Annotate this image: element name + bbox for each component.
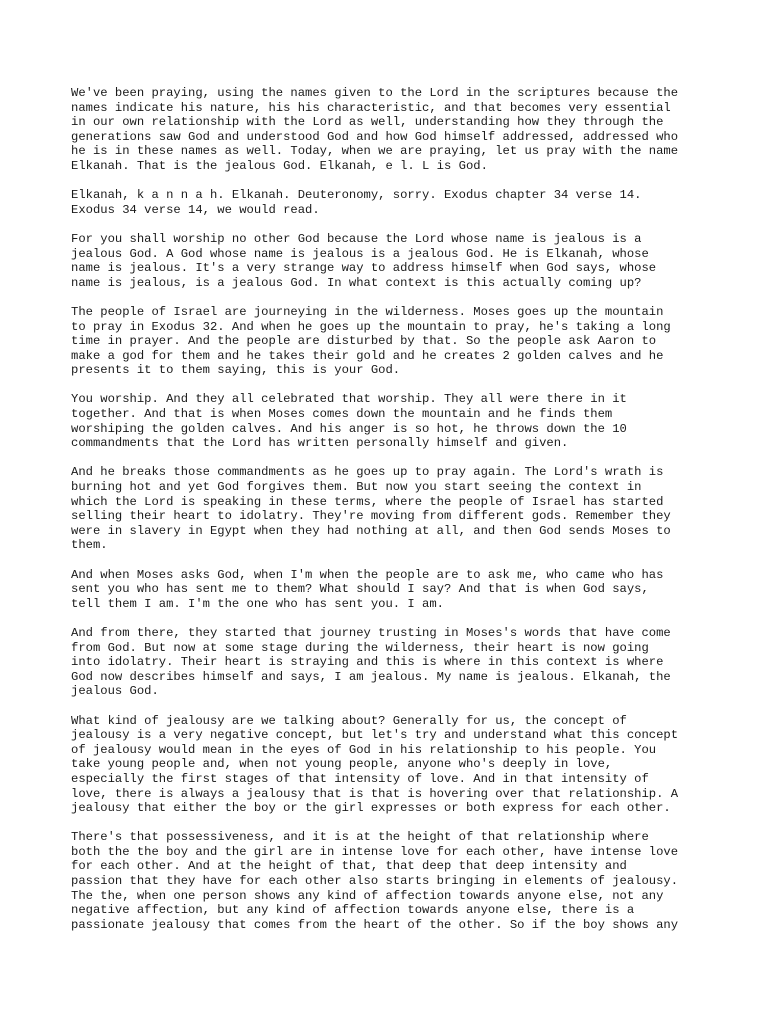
paragraph: There's that possessiveness, and it is at the height of that relationship where both the the boy and the girl are in intense love for each other, have intense love for each other. And at the height of that, that deep that deep intensity and passion that they have for each other also starts bringing in elements of jealousy. The the, when one person shows any kind of affection towards anyone else, not any negative affection, but any kind of affection towards anyone else, there is a passionate jealousy that comes from the heart of the other. So if the boy shows any (71, 830, 679, 932)
paragraph: For you shall worship no other God because the Lord whose name is jealous is a jealous God. A God whose name is jealous is a jealous God. He is Elkanah, whose name is jealous. It's a very strange way to address himself when God says, whose name is jealous, is a jealous God. In what context is this actually coming up? (71, 231, 657, 290)
paragraph: And from there, they started that journey trusting in Moses's words that have come from God. But now at some stage during the wilderness, their heart is now going into idolatry. Their heart is straying and this is where in this context is where God now describes himself and says, I am jealous. My name is jealous. Elkanah, the jealous God. (71, 625, 671, 699)
paragraph: We've been praying, using the names given to the Lord in the scriptures because the names indicate his nature, his his characteristic, and that becomes very essential in our own relationship with the Lord as well, understanding how they through the generations saw God and understood God and how God himself addressed, addressed who he is in these names as well. Today, when we are praying, let us pray with the name Elkanah. That is the jealous God. Elkanah, e l. L is God. (71, 86, 679, 173)
paragraph: The people of Israel are journeying in the wilderness. Moses goes up the mountain to pray in Exodus 32. And when he goes up the mountain to pray, he's taking a long time in prayer. And the people are disturbed by that. So the people ask Aaron to make a god for them and he takes their gold and he creates 2 golden calves and he presents it to them saying, this is your God. (71, 304, 671, 378)
paragraph: What kind of jealousy are we talking about? Generally for us, the concept of jealousy is a very negative concept, but let's try and understand what this concept of jealousy would mean in the eyes of God in his relationship to his people. You take young people and, when not young people, anyone who's deeply in love, especially the first stages of that intensity of love. And in that intensity of love, there is always a jealousy that is that is hovering over that relationship. A jealousy that either the boy or the girl expresses or both express for each other. (71, 713, 679, 816)
document-body (71, 86, 701, 947)
paragraph: Elkanah, k a n n a h. Elkanah. Deuteronomy, sorry. Exodus chapter 34 verse 14. Exodus 34 verse 14, we would read. (71, 188, 642, 217)
paragraph: And he breaks those commandments as he goes up to pray again. The Lord's wrath is burning hot and yet God forgives them. But now you start seeing the context in which the Lord is speaking in these terms, where the people of Israel has started selling their heart to idolatry. They're moving from different gods. Remember they were in slavery in Egypt when they had nothing at all, and then God sends Moses to them. (71, 465, 671, 553)
paragraph: You worship. And they all celebrated that worship. They all were there in it together. And that is when Moses comes down the mountain and he finds them worshiping the golden calves. And his anger is so hot, he throws down the 10 commandments that the Lord has written personally himself and given. (71, 392, 627, 451)
paragraph: And when Moses asks God, when I'm when the people are to ask me, who came who has sent you who has sent me to them? What should I say? And that is when God says, tell them I am. I'm the one who has sent you. I am. (71, 567, 664, 611)
